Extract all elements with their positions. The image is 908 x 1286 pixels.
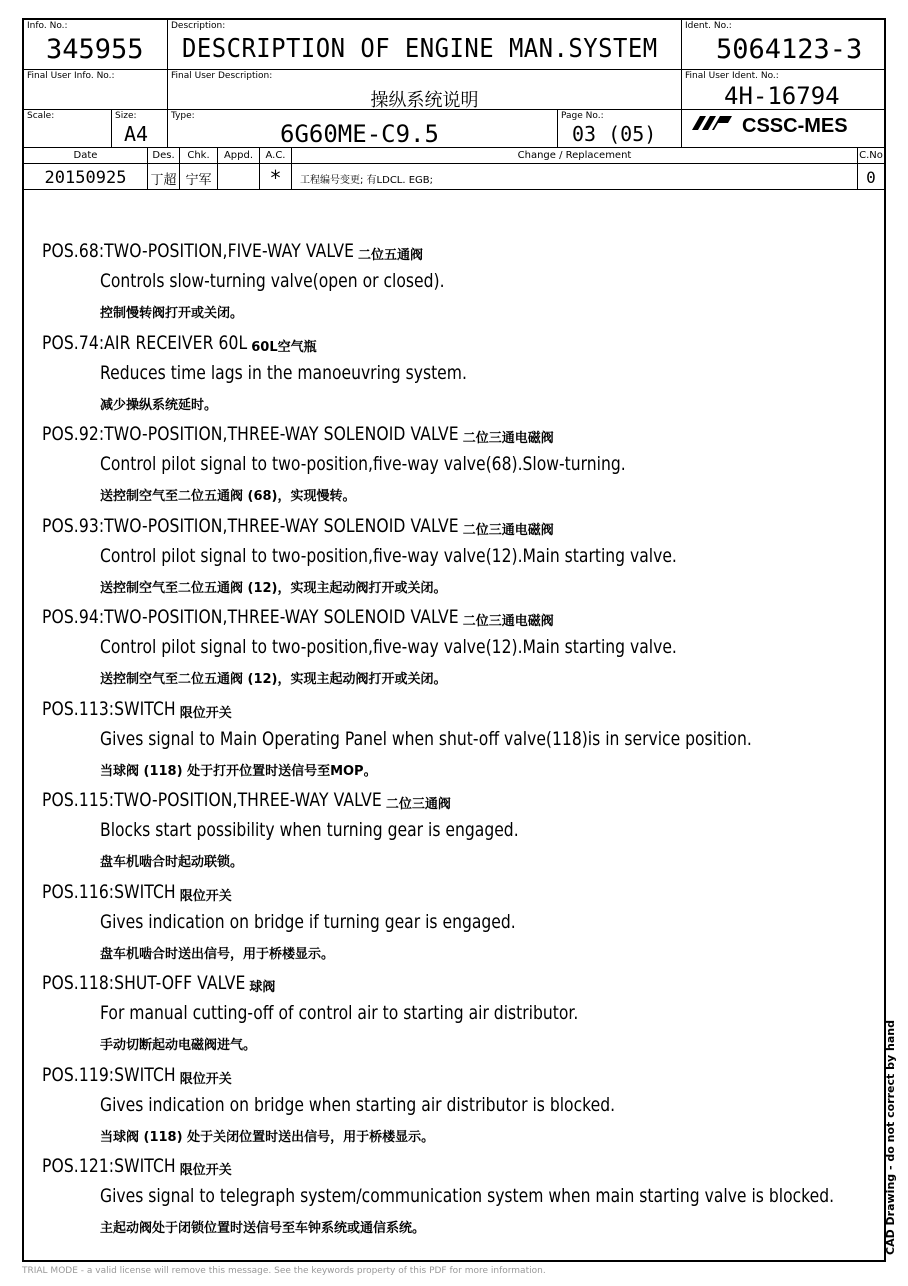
position-description-text: Control pilot signal to two-position,five-way valve(68).Slow-turning.: [100, 453, 626, 475]
position-title: POS.113:SWITCH: [42, 697, 176, 720]
position-title-cn: 二位五通阀: [358, 248, 424, 263]
position-title-row: [42, 697, 232, 721]
position-title-row: [42, 1155, 232, 1178]
position-description: [100, 545, 804, 567]
drawing-sheet: [22, 18, 886, 1262]
appd-cell: [218, 164, 260, 190]
des-label: Des.: [152, 150, 175, 161]
change-label: Change / Replacement: [517, 150, 632, 161]
scale-label: Scale:: [27, 111, 55, 121]
date-cell: [24, 164, 148, 190]
final-user-ident-cell: [682, 70, 884, 110]
position-description-text: Gives indication on bridge if turning gear is engaged.: [100, 910, 516, 933]
final-user-info-label: Final User Info. No.:: [27, 71, 115, 81]
position-description: [100, 728, 895, 750]
position-description-text: Control pilot signal to two-position,five-way valve(12).Main starting valve.: [100, 544, 677, 567]
page-no-label: Page No.:: [561, 111, 604, 121]
size-cell: [112, 110, 168, 148]
position-title-cn: 60L空气瓶: [251, 339, 317, 355]
position-description-text: Gives indication on bridge when starting air distributor is blocked.: [100, 1093, 616, 1116]
position-title-row: [42, 1063, 232, 1087]
position-title-cn: 二位三通电磁阀: [462, 431, 554, 446]
trial-footer: TRIAL MODE - a valid license will remove this message. See the keywords property of this PDF for more information.: [22, 1266, 546, 1276]
description-cell: [168, 20, 682, 70]
type-value: 6G60ME-C9.5: [280, 120, 439, 148]
position-title: POS.116:SWITCH: [42, 880, 176, 903]
position-description-cn: 主起动阀处于闭锁位置时送信号至车钟系统或通信系统。: [100, 1221, 426, 1236]
position-title: POS.115:TWO-POSITION,THREE-WAY VALVE: [42, 789, 382, 811]
ident-no-value: 5064123-3: [716, 34, 863, 65]
size-value: A4: [124, 122, 149, 146]
type-cell: [168, 110, 558, 148]
position-description-cn: 减少操纵系统延时。: [100, 397, 218, 413]
position-description-text: Controls slow-turning valve(open or closed).: [100, 270, 445, 292]
position-title-cn: 二位三通电磁阀: [462, 522, 554, 538]
position-description-cn: 控制慢转阀打开或关闭。: [100, 306, 244, 321]
appd-label: Appd.: [223, 150, 254, 161]
ident-no-label: Ident. No.:: [685, 21, 732, 31]
page-no-value: 03 (05): [572, 122, 657, 146]
final-user-desc-cell: [168, 70, 682, 110]
position-description-text: Reduces time lags in the manoeuvring system.: [100, 361, 467, 384]
change-value: 工程编号变更; 有LDCL. EGB;: [300, 175, 434, 186]
position-description: [100, 911, 607, 933]
position-title-cn: 限位开关: [179, 1071, 232, 1087]
position-title-cn: 二位三通电磁阀: [462, 614, 554, 629]
cno-value: 0: [866, 168, 876, 187]
logo-mark-icon: [690, 114, 734, 137]
change-label-cell: [292, 148, 858, 164]
des-value: 丁超: [150, 173, 177, 188]
position-description: [100, 819, 611, 841]
ac-value: *: [270, 166, 281, 190]
ac-label: A.C.: [265, 150, 286, 161]
des-label-cell: [148, 148, 180, 164]
position-title: POS.119:SWITCH: [42, 1063, 176, 1086]
position-description-cn: 手动切断起动电磁阀进气。: [100, 1038, 257, 1053]
position-title-row: [42, 880, 232, 904]
size-label: Size:: [115, 111, 137, 121]
position-description-text: Gives signal to telegraph system/communication system when main starting valve is blocked.: [100, 1185, 835, 1207]
ac-label-cell: [260, 148, 292, 164]
position-description: [100, 362, 547, 384]
logo-text: CSSC-MES: [742, 115, 848, 137]
page-no-cell: [558, 110, 682, 148]
position-title: POS.68:TWO-POSITION,FIVE-WAY VALVE: [42, 240, 355, 262]
position-description: [100, 1185, 908, 1207]
info-no-cell: [24, 20, 168, 70]
final-user-ident-value: 4H-16794: [724, 82, 840, 110]
position-title: POS.92:TWO-POSITION,THREE-WAY SOLENOID VALVE: [42, 423, 459, 445]
position-title-cn: 限位开关: [179, 1163, 232, 1178]
position-description: [100, 1094, 728, 1116]
position-title-row: [42, 423, 554, 446]
chk-value: 宁军: [185, 173, 212, 188]
cno-cell: [858, 164, 884, 190]
cno-label: C.No: [859, 150, 883, 161]
date-label-cell: [24, 148, 148, 164]
logo-cell: [682, 110, 884, 148]
company-logo: [690, 114, 848, 138]
position-title-row: [42, 331, 317, 355]
position-description-text: For manual cutting-off of control air to starting air distributor.: [100, 1002, 579, 1024]
description-value: DESCRIPTION OF ENGINE MAN.SYSTEM: [182, 34, 658, 64]
position-title: POS.93:TWO-POSITION,THREE-WAY SOLENOID VALVE: [42, 514, 459, 537]
position-description-text: Blocks start possibility when turning gear is engaged.: [100, 819, 519, 841]
position-title-cn: 限位开关: [179, 705, 232, 721]
position-description-cn: 送控制空气至二位五通阀 (12)，实现主起动阀打开或关闭。: [100, 580, 447, 596]
ident-no-cell: [682, 20, 884, 70]
position-title-row: [42, 606, 554, 629]
change-cell: [292, 164, 858, 190]
final-user-desc-value: 操纵系统说明: [370, 90, 479, 111]
position-description-cn: 送控制空气至二位五通阀 (12)，实现主起动阀打开或关闭。: [100, 672, 447, 687]
date-value: 20150925: [44, 168, 127, 188]
position-title: POS.74:AIR RECEIVER 60L: [42, 331, 248, 354]
position-description: [100, 1002, 683, 1024]
position-description-cn: 盘车机啮合时送出信号，用于桥楼显示。: [100, 946, 335, 962]
position-title-cn: 球阀: [249, 980, 276, 995]
ac-cell: [260, 164, 292, 190]
des-cell: [148, 164, 180, 190]
info-no-value: 345955: [46, 34, 144, 65]
final-user-ident-label: Final User Ident. No.:: [685, 71, 779, 81]
position-title-row: [42, 514, 554, 538]
position-description-cn: 送控制空气至二位五通阀 (68)，实现慢转。: [100, 489, 356, 504]
cad-note: CAD Drawing - do not correct by hand: [884, 1020, 897, 1255]
scale-cell: [24, 110, 112, 148]
chk-label-cell: [180, 148, 218, 164]
position-title: POS.118:SHUT-OFF VALVE: [42, 972, 246, 994]
position-title: POS.121:SWITCH: [42, 1155, 176, 1177]
position-description-text: Gives signal to Main Operating Panel when shut-off valve(118)is in service position.: [100, 727, 752, 750]
info-no-label: Info. No.:: [27, 21, 68, 31]
final-user-info-cell: [24, 70, 168, 110]
description-label: Description:: [171, 21, 226, 31]
position-title: POS.94:TWO-POSITION,THREE-WAY SOLENOID VALVE: [42, 606, 459, 628]
position-description-cn: 当球阀 (118) 处于关闭位置时送出信号，用于桥楼显示。: [100, 1129, 435, 1145]
position-description-text: Control pilot signal to two-position,five-way valve(12).Main starting valve.: [100, 636, 677, 658]
chk-cell: [180, 164, 218, 190]
position-description: [100, 636, 804, 658]
position-description: [100, 453, 741, 475]
position-title-row: [42, 789, 456, 811]
position-title-row: [42, 240, 423, 262]
position-title-row: [42, 972, 290, 994]
position-description: [100, 270, 520, 292]
cno-label-cell: [858, 148, 884, 164]
appd-label-cell: [218, 148, 260, 164]
position-title-cn: 限位开关: [179, 888, 232, 904]
position-description-cn: 盘车机啮合时起动联锁。: [100, 855, 244, 870]
position-description-cn: 当球阀 (118) 处于打开位置时送信号至MOP。: [100, 763, 377, 779]
type-label: Type:: [171, 111, 195, 121]
chk-label: Chk.: [187, 150, 210, 161]
position-title-cn: 二位三通阀: [385, 797, 451, 812]
final-user-desc-label: Final User Description:: [171, 71, 273, 81]
date-label: Date: [73, 150, 98, 161]
